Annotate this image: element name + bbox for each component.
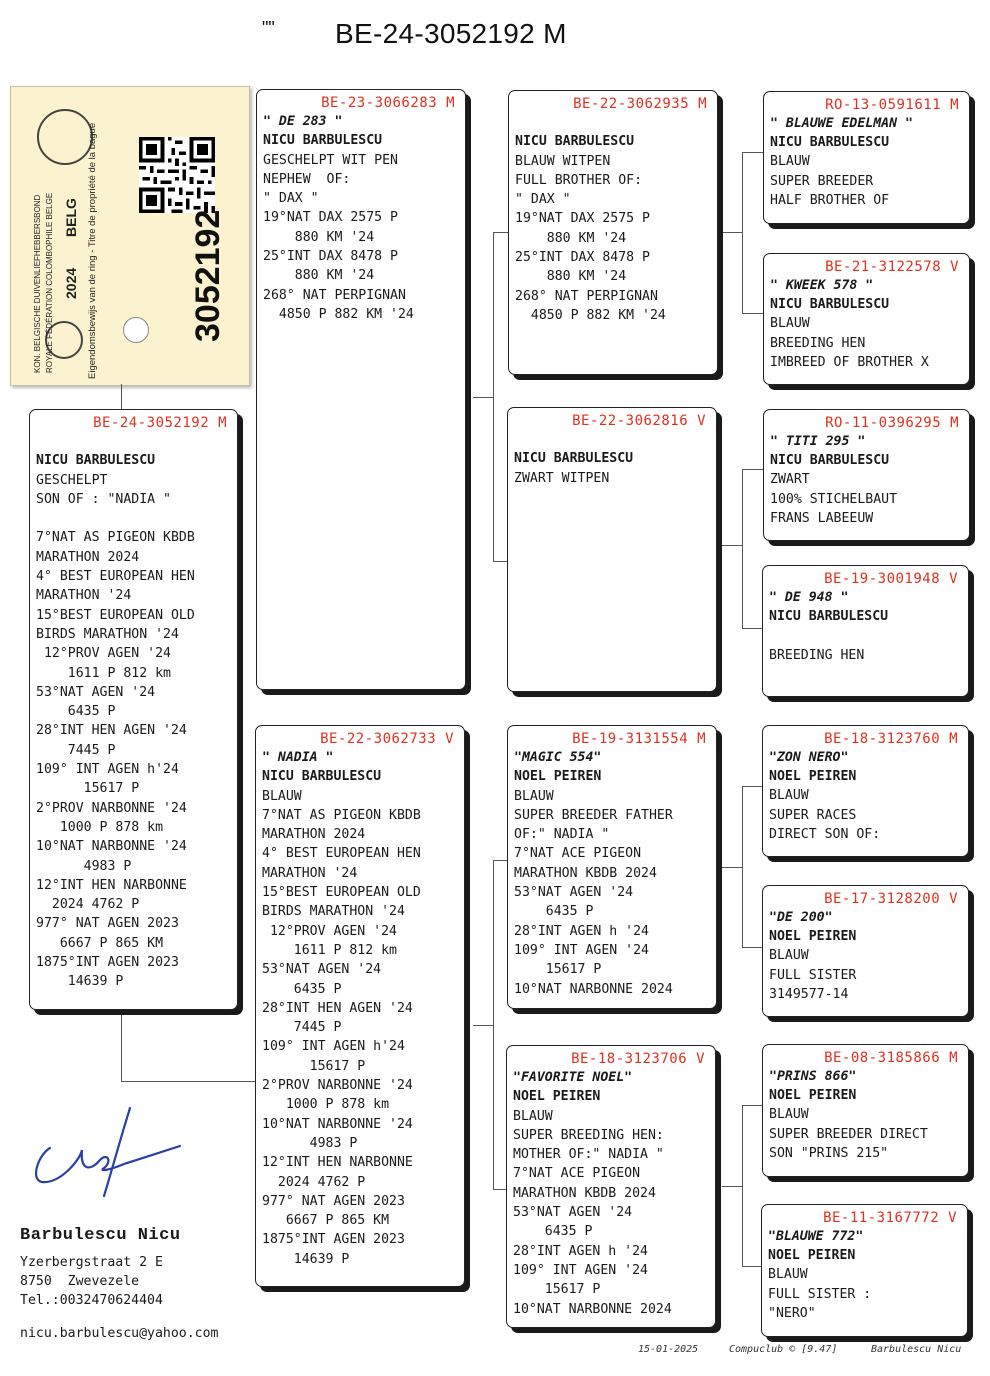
owner-city: 8750 Zwevezele: [20, 1274, 140, 1289]
pedigree-line: MARATHON 2024: [36, 549, 140, 565]
pedigree-line: BLAUW: [514, 788, 554, 804]
pedigree-line: 3149577-14: [769, 986, 849, 1002]
pedigree-line: BLAUW: [770, 316, 810, 332]
pedigree-line: " DAX ": [515, 192, 571, 208]
pedigree-line: SON OF : "NADIA ": [36, 491, 171, 507]
federation-seal-icon: [37, 109, 93, 165]
pedigree-line: 1000 P 878 km: [36, 819, 164, 835]
pedigree-line: BLAUW: [769, 1107, 809, 1123]
pedigree-line: 880 KM '24: [263, 229, 375, 245]
pedigree-line: MARATHON '24: [36, 588, 132, 604]
pedigree-line: 7°NAT ACE PIGEON: [513, 1166, 641, 1182]
ring-number: BE-19-3001948 V: [824, 571, 958, 587]
federation-name-nl: KON. BELGISCHE DUIVENLIEFHEBBERSBOND: [33, 194, 42, 373]
pedigree-line: 15617 P: [513, 1282, 601, 1298]
ring-tag-hole: [123, 317, 149, 343]
ring-number: BE-22-3062733 V: [320, 731, 454, 747]
pigeon-name: " TITI 295 ": [770, 434, 866, 449]
pigeon-name: "DE 200": [769, 910, 833, 925]
pigeon-name: " NADIA ": [262, 750, 334, 765]
pedigree-line: 15617 P: [262, 1058, 366, 1074]
pedigree-line: BREEDING HEN: [770, 335, 866, 351]
breeder-name: NICU BARBULESCU: [770, 453, 890, 469]
pedigree-line: 2°PROV NARBONNE '24: [262, 1078, 413, 1094]
pedigree-line: 15617 P: [514, 962, 602, 978]
pedigree-line: 1000 P 878 km: [262, 1097, 390, 1113]
pedigree-line: 109° INT AGEN '24: [514, 942, 649, 958]
pedigree-line: 10°NAT NARBONNE 2024: [514, 981, 673, 997]
breeder-name: NOEL PEIREN: [768, 1248, 856, 1264]
breeder-name: NICU BARBULESCU: [514, 451, 634, 467]
ring-number: BE-11-3167772 V: [823, 1210, 957, 1226]
pedigree-line: BIRDS MARATHON '24: [262, 904, 405, 920]
ring-number: BE-24-3052192 M: [93, 415, 227, 431]
pedigree-line: 7°NAT ACE PIGEON: [514, 846, 642, 862]
pedigree-line: 10°NAT NARBONNE '24: [262, 1116, 413, 1132]
pedigree-line: BLAUW: [769, 788, 809, 804]
pigeon-name: " BLAUWE EDELMAN ": [770, 116, 913, 131]
pedigree-line: 4850 P 882 KM '24: [263, 306, 414, 322]
pedigree-line: 6667 P 865 KM: [262, 1213, 390, 1229]
pedigree-line: BLAUW: [513, 1108, 553, 1124]
pedigree-line: 19°NAT DAX 2575 P: [263, 210, 398, 226]
ownership-text: Eigendomsbewijs van de ring - Titre de propriété de la bague: [87, 122, 98, 379]
maternal-grandmother-card: [506, 1045, 716, 1328]
ring-ownership-card: [10, 86, 250, 386]
ring-number: BE-08-3185866 M: [824, 1050, 958, 1066]
pedigree-line: 7°NAT AS PIGEON KBDB: [36, 530, 195, 546]
ring-number: BE-22-3062816 V: [572, 413, 706, 429]
pedigree-line: 4° BEST EUROPEAN HEN: [36, 569, 195, 585]
pedigree-line: 14639 P: [262, 1251, 350, 1267]
pedigree-line: SUPER BREEDER FATHER: [514, 807, 673, 823]
father-card: [256, 89, 466, 690]
pedigree-line: 53°NAT AGEN '24: [514, 885, 634, 901]
pedigree-line: BLAUW WITPEN: [515, 153, 611, 169]
pedigree-line: MOTHER OF:" NADIA ": [513, 1147, 664, 1163]
breeder-name: NOEL PEIREN: [769, 929, 857, 945]
ring-number: BE-22-3062935 M: [573, 96, 707, 112]
pedigree-line: SON "PRINS 215": [769, 1145, 889, 1161]
pedigree-line: 2024 4762 P: [262, 1174, 366, 1190]
breeder-name: NICU BARBULESCU: [770, 135, 890, 151]
qr-code-icon: [139, 137, 215, 213]
paternal-grandmother-card: [507, 407, 717, 692]
pedigree-line: BLAUW: [769, 948, 809, 964]
pedigree-line: 53°NAT AGEN '24: [513, 1205, 633, 1221]
pedigree-line: 12°PROV AGEN '24: [262, 923, 397, 939]
pedigree-line: 28°INT HEN AGEN '24: [262, 1000, 413, 1016]
pedigree-line: 977° NAT AGEN 2023: [36, 916, 179, 932]
pedigree-line: 1875°INT AGEN 2023: [262, 1232, 405, 1248]
mother-card: [255, 725, 465, 1287]
pedigree-line: [769, 626, 962, 645]
breeder-name: NICU BARBULESCU: [262, 769, 382, 785]
pedigree-line: ZWART: [770, 472, 810, 488]
pedigree-line: 28°INT AGEN h '24: [513, 1243, 648, 1259]
pedigree-line: BLAUW: [770, 154, 810, 170]
pedigree-line: 268° NAT PERPIGNAN: [263, 287, 406, 303]
pedigree-line: 14639 P: [36, 974, 124, 990]
pedigree-line: MARATHON KBDB 2024: [514, 865, 657, 881]
pedigree-line: BLAUW: [262, 788, 302, 804]
breeder-name: NICU BARBULESCU: [36, 453, 156, 469]
pedigree-line: 1875°INT AGEN 2023: [36, 955, 179, 971]
ring-number: 3052192: [189, 209, 227, 342]
ring-number: RO-11-0396295 M: [825, 415, 959, 431]
ggm-fmm-card: [762, 565, 969, 697]
ggm-ffm-card: [763, 253, 970, 385]
pedigree-line: 19°NAT DAX 2575 P: [515, 211, 650, 227]
pedigree-line: FULL BROTHER OF:: [515, 172, 643, 188]
pedigree-line: [515, 113, 711, 132]
pedigree-line: 6435 P: [514, 904, 594, 920]
ring-number: BE-23-3066283 M: [321, 95, 455, 111]
pedigree-line: HALF BROTHER OF: [770, 192, 890, 208]
pedigree-line: MARATHON KBDB 2024: [513, 1185, 656, 1201]
footer-software: Compuclub © [9.47]: [729, 1344, 838, 1355]
pedigree-line: 28°INT HEN AGEN '24: [36, 723, 187, 739]
pigeon-name: "BLAUWE 772": [768, 1229, 864, 1244]
ring-number: BE-19-3131554 M: [572, 731, 706, 747]
maternal-grandfather-card: [507, 725, 717, 1009]
pedigree-line: FRANS LABEEUW: [770, 510, 874, 526]
owner-name: Barbulescu Nicu: [20, 1226, 181, 1245]
pedigree-line: 10°NAT NARBONNE 2024: [513, 1301, 672, 1317]
pedigree-line: 2024 4762 P: [36, 897, 140, 913]
ggm-mfm-card: [762, 885, 969, 1017]
pedigree-line: OF:" NADIA ": [514, 827, 610, 843]
pedigree-line: 4983 P: [36, 858, 132, 874]
pedigree-line: MARATHON '24: [262, 865, 358, 881]
federation-name-fr: ROYALE FÉDÉRATION COLOMBOPHILE BELGE: [45, 192, 54, 373]
pedigree-line: 1611 P 812 km: [262, 942, 397, 958]
pedigree-line: 25°INT DAX 8478 P: [515, 250, 650, 266]
pedigree-line: " DAX ": [263, 191, 319, 207]
owner-phone: Tel.:0032470624404: [20, 1293, 163, 1308]
pedigree-line: 12°INT HEN NARBONNE: [262, 1155, 413, 1171]
ggf-mff-card: [762, 725, 969, 857]
pedigree-line: IMBREED OF BROTHER X: [770, 354, 929, 370]
breeder-name: NICU BARBULESCU: [769, 609, 889, 625]
signature-icon: [20, 1100, 190, 1200]
pedigree-line: 100% STICHELBAUT: [770, 491, 898, 507]
pedigree-line: SUPER RACES: [769, 807, 857, 823]
ring-year: 2024: [63, 267, 79, 299]
ring-country: BELG: [63, 198, 79, 237]
pigeon-name: "ZON NERO": [769, 750, 849, 765]
pedigree-line: 15617 P: [36, 781, 140, 797]
pedigree-line: 880 KM '24: [515, 269, 627, 285]
pedigree-line: 1611 P 812 km: [36, 665, 171, 681]
pigeon-name: " DE 948 ": [769, 590, 849, 605]
pedigree-line: FULL SISTER: [769, 967, 857, 983]
pedigree-line: 4983 P: [262, 1135, 358, 1151]
ring-number: BE-21-3122578 V: [825, 259, 959, 275]
pigeon-name: " KWEEK 578 ": [770, 278, 874, 293]
pedigree-line: 15°BEST EUROPEAN OLD: [36, 607, 195, 623]
pedigree-line: 7445 P: [36, 742, 116, 758]
pedigree-line: FULL SISTER :: [768, 1286, 872, 1302]
pedigree-line: [514, 430, 710, 449]
pedigree-line: [36, 432, 231, 451]
pigeon-name: " DE 283 ": [263, 114, 343, 129]
ring-number: RO-13-0591611 M: [825, 97, 959, 113]
breeder-name: NICU BARBULESCU: [515, 134, 635, 150]
pedigree-line: 7445 P: [262, 1020, 342, 1036]
pedigree-line: 12°PROV AGEN '24: [36, 646, 171, 662]
pedigree-line: 6435 P: [513, 1224, 593, 1240]
ggf-mmf-card: [762, 1044, 969, 1177]
pedigree-line: 977° NAT AGEN 2023: [262, 1193, 405, 1209]
pedigree-line: 268° NAT PERPIGNAN: [515, 288, 658, 304]
pedigree-line: 4° BEST EUROPEAN HEN: [262, 846, 421, 862]
pedigree-line: 10°NAT NARBONNE '24: [36, 839, 187, 855]
pedigree-line: 2°PROV NARBONNE '24: [36, 800, 187, 816]
ggf-fmf-card: [763, 409, 970, 541]
pedigree-line: 880 KM '24: [515, 230, 627, 246]
pedigree-line: 53°NAT AGEN '24: [36, 684, 156, 700]
owner-street: Yzerbergstraat 2 E: [20, 1255, 163, 1270]
pedigree-line: [36, 509, 231, 528]
pedigree-line: 15°BEST EUROPEAN OLD: [262, 885, 421, 901]
pedigree-line: ZWART WITPEN: [514, 470, 610, 486]
pedigree-line: BREEDING HEN: [769, 647, 865, 663]
ring-number: BE-18-3123760 M: [824, 731, 958, 747]
header-quotes: "": [262, 18, 275, 38]
ggf-fff-card: [763, 91, 970, 224]
subject-card: [29, 409, 238, 1010]
pedigree-line: DIRECT SON OF:: [769, 826, 881, 842]
pedigree-line: GESCHELPT: [36, 472, 108, 488]
owner-address-block: [20, 1226, 181, 1310]
pedigree-line: 53°NAT AGEN '24: [262, 962, 382, 978]
pedigree-line: 6435 P: [36, 704, 116, 720]
pigeon-name: "FAVORITE NOEL": [513, 1070, 633, 1085]
pigeon-name: "PRINS 866": [769, 1069, 857, 1084]
pedigree-line: 109° INT AGEN '24: [513, 1262, 648, 1278]
owner-email[interactable]: nicu.barbulescu@yahoo.com: [20, 1326, 219, 1341]
pedigree-line: SUPER BREEDER DIRECT: [769, 1126, 928, 1142]
pedigree-line: 12°INT HEN NARBONNE: [36, 877, 187, 893]
pedigree-line: GESCHELPT WIT PEN: [263, 152, 398, 168]
pedigree-line: MARATHON 2024: [262, 827, 366, 843]
pedigree-line: NEPHEW OF:: [263, 171, 351, 187]
paternal-grandfather-card: [508, 90, 718, 375]
ring-number: BE-18-3123706 V: [571, 1051, 705, 1067]
pigeon-name: "MAGIC 554": [514, 750, 602, 765]
pedigree-line: "NERO": [768, 1305, 816, 1321]
ring-number: BE-17-3128200 V: [824, 891, 958, 907]
pedigree-line: 109° INT AGEN h'24: [262, 1039, 405, 1055]
pedigree-line: 25°INT DAX 8478 P: [263, 249, 398, 265]
breeder-name: NICU BARBULESCU: [263, 133, 383, 149]
pedigree-line: SUPER BREEDER: [770, 173, 874, 189]
breeder-name: NOEL PEIREN: [769, 769, 857, 785]
pedigree-line: BIRDS MARATHON '24: [36, 626, 179, 642]
pedigree-line: 109° INT AGEN h'24: [36, 762, 179, 778]
pedigree-line: BLAUW: [768, 1267, 808, 1283]
pedigree-line: 6435 P: [262, 981, 342, 997]
pedigree-line: 28°INT AGEN h '24: [514, 923, 649, 939]
page-title: BE-24-3052192 M: [335, 18, 567, 49]
breeder-name: NICU BARBULESCU: [770, 297, 890, 313]
pedigree-line: 6667 P 865 KM: [36, 935, 164, 951]
footer-author: Barbulescu Nicu: [871, 1344, 962, 1355]
pedigree-line: 7°NAT AS PIGEON KBDB: [262, 807, 421, 823]
footer-date: 15-01-2025: [638, 1344, 699, 1355]
pedigree-line: SUPER BREEDING HEN:: [513, 1127, 664, 1143]
pedigree-line: 880 KM '24: [263, 268, 375, 284]
breeder-name: NOEL PEIREN: [513, 1089, 601, 1105]
ggm-mmm-card: [761, 1204, 968, 1337]
pedigree-line: 4850 P 882 KM '24: [515, 307, 666, 323]
breeder-name: NOEL PEIREN: [514, 769, 602, 785]
breeder-name: NOEL PEIREN: [769, 1088, 857, 1104]
